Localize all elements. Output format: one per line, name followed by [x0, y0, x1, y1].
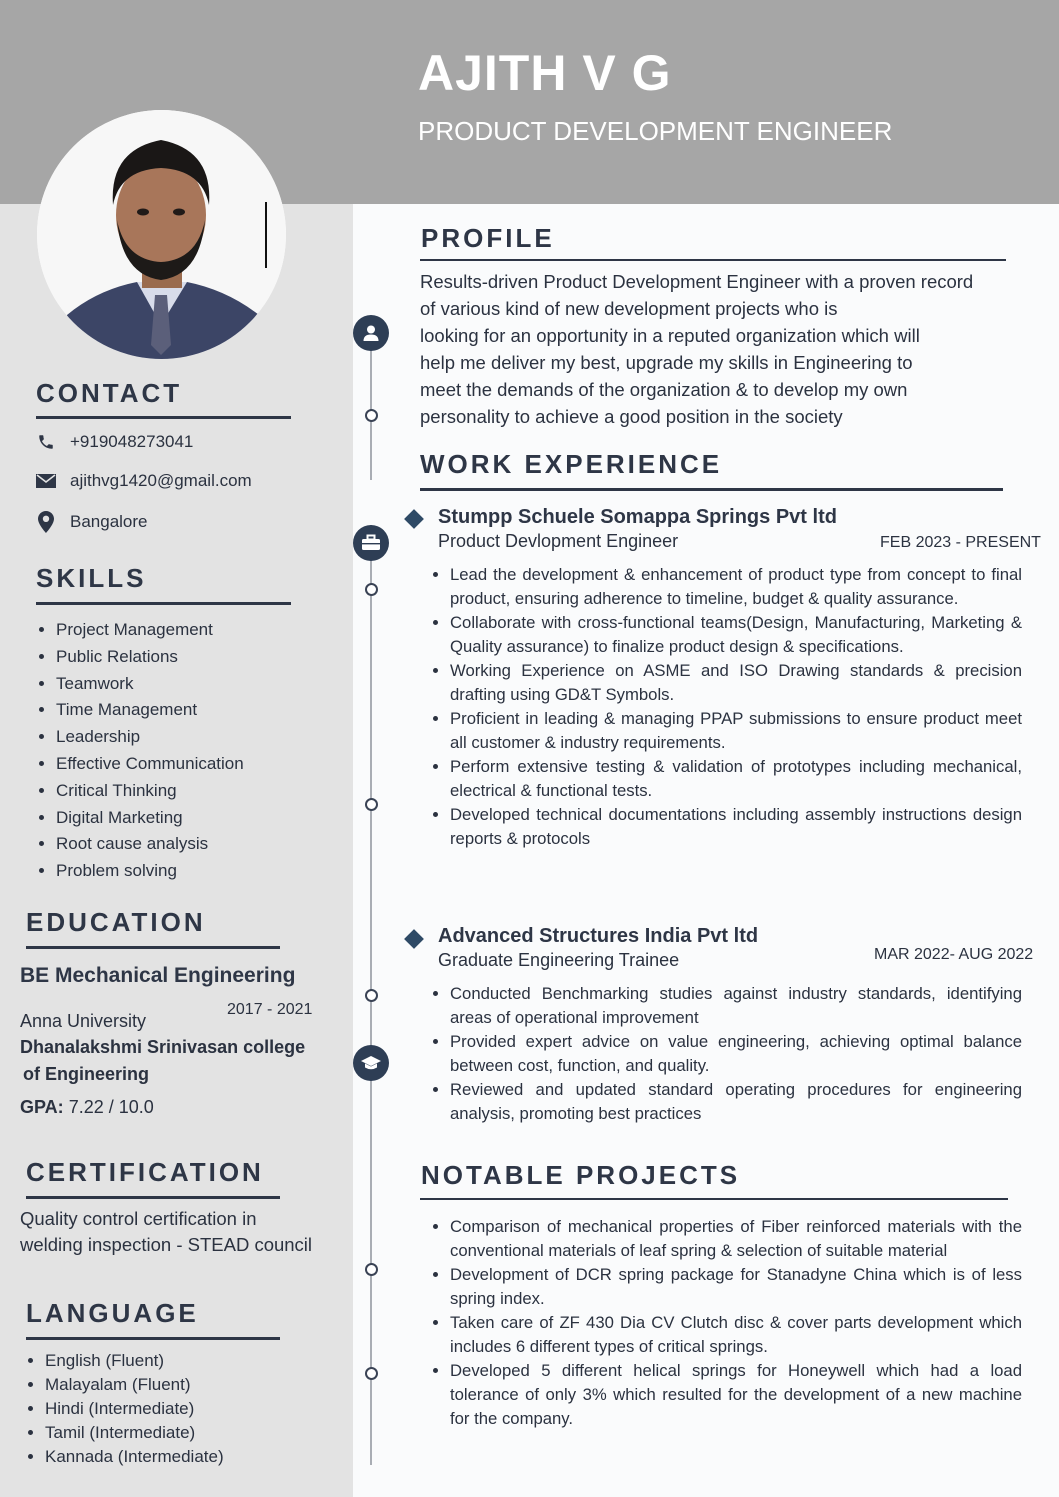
certification-line-1: Quality control certification in [20, 1208, 257, 1229]
projects-heading: NOTABLE PROJECTS [421, 1160, 741, 1190]
timeline-dot [365, 798, 378, 811]
job-company: Advanced Structures India Pvt ltd [438, 925, 759, 947]
list-item: • English (Fluent) [45, 1349, 224, 1373]
list-item: • Public Relations [56, 644, 244, 671]
job-bullets [432, 982, 1022, 1126]
job-marker [404, 509, 424, 529]
contact-heading: CONTACT [36, 378, 183, 408]
gpa-value: 7.22 / 10.0 [68, 1097, 154, 1117]
job-dates: MAR 2022- AUG 2022 [874, 946, 1034, 963]
list-item: • Tamil (Intermediate) [45, 1421, 224, 1445]
briefcase-icon [353, 525, 389, 561]
profile-line: looking for an opportunity in a reputed organization which will [420, 324, 920, 346]
skills-rule [36, 602, 291, 605]
language-rule [26, 1337, 280, 1340]
candidate-role: PRODUCT DEVELOPMENT ENGINEER [418, 116, 893, 146]
skills-heading: SKILLS [36, 563, 147, 593]
certification-heading: CERTIFICATION [26, 1157, 264, 1187]
profile-heading: PROFILE [421, 223, 555, 253]
certification-rule [26, 1196, 280, 1199]
list-item: • Time Management [56, 697, 244, 724]
list-item: • Comparison of mechanical properties of Fiber reinforced materials with the conventional materials of leaf spring & selection of suitable material [450, 1215, 1022, 1263]
profile-line: of various kind of new development projects who is [420, 297, 838, 319]
projects-rule [420, 1198, 1008, 1200]
list-item: • Provided expert advice on value engineering, achieving optimal balance between cost, function, and quality. [450, 1030, 1022, 1078]
list-item: • Collaborate with cross-functional teams(Design, Manufacturing, Marketing & Quality assurance) to finalize product design & specifications. [450, 611, 1022, 659]
list-item: • Project Management [56, 617, 244, 644]
timeline-dot [365, 583, 378, 596]
certification-line-2: welding inspection - STEAD council [20, 1234, 313, 1255]
list-item: • Lead the development & enhancement of product type from concept to final product, ensuring adherence to timeline, budget & quality assurance. [450, 563, 1022, 611]
list-item: • Root cause analysis [56, 831, 244, 858]
candidate-name: AJITH V G [418, 45, 672, 101]
list-item: • Taken care of ZF 430 Dia CV Clutch disc & cover parts development which includes 6 different types of critical springs. [450, 1311, 1022, 1359]
education-university: Anna University [20, 1011, 147, 1031]
list-item: • Teamwork [56, 671, 244, 698]
education-college: Dhanalakshmi Srinivasan college [20, 1037, 306, 1057]
job-company: Stumpp Schuele Somappa Springs Pvt ltd [438, 506, 837, 528]
work-heading: WORK EXPERIENCE [420, 449, 723, 479]
list-item: • Leadership [56, 724, 244, 751]
list-item: • Digital Marketing [56, 805, 244, 832]
gpa-label: GPA: [20, 1097, 64, 1117]
education-degree: BE Mechanical Engineering [20, 964, 296, 987]
list-item: • Working Experience on ASME and ISO Drawing standards & precision drafting using GD&T Symbols. [450, 659, 1022, 707]
graduation-cap-icon [353, 1045, 389, 1081]
education-years: 2017 - 2021 [227, 1001, 313, 1018]
list-item: • Developed technical documentations including assembly instructions design reports & protocols [450, 803, 1022, 851]
contact-rule [36, 416, 291, 419]
list-item: • Effective Communication [56, 751, 244, 778]
language-heading: LANGUAGE [26, 1298, 199, 1328]
timeline-dot [365, 409, 378, 422]
skills-list [38, 617, 244, 885]
list-item: • Kannada (Intermediate) [45, 1445, 224, 1469]
list-item: • Development of DCR spring package for Stanadyne China which is of less spring index. [450, 1263, 1022, 1311]
phone-number[interactable]: +919048273041 [70, 432, 194, 451]
list-item: • Malayalam (Fluent) [45, 1373, 224, 1397]
profile-line: Results-driven Product Development Engineer with a proven record [420, 271, 974, 292]
work-rule [420, 488, 1003, 491]
mail-icon [36, 471, 56, 491]
person-icon [353, 315, 389, 351]
education-gpa [20, 1097, 154, 1118]
profile-summary [420, 269, 1020, 430]
profile-photo [37, 110, 286, 359]
contact-location [36, 512, 148, 532]
location-pin-icon [36, 512, 56, 532]
list-item: • Conducted Benchmarking studies against industry standards, identifying areas of operational improvement [450, 982, 1022, 1030]
profile-line: personality to achieve a good position in the society [420, 405, 843, 427]
contact-phone [36, 432, 193, 452]
job-position: Graduate Engineering Trainee [438, 950, 680, 970]
profile-line: help me deliver my best, upgrade my skills in Engineering to [420, 351, 913, 373]
phone-icon [36, 432, 56, 452]
list-item: • Perform extensive testing & validation of prototypes including mechanical, electrical & functional tests. [450, 755, 1022, 803]
profile-line: meet the demands of the organization & to develop my own [420, 378, 908, 400]
language-list [27, 1349, 224, 1469]
list-item: • Developed 5 different helical springs for Honeywell which had a load tolerance of only 3% which resulted for the development of a new machine for the company. [450, 1359, 1022, 1431]
list-item: • Problem solving [56, 858, 244, 885]
timeline-dot [365, 1263, 378, 1276]
list-item: • Proficient in leading & managing PPAP submissions to ensure product meet all customer & industry requirements. [450, 707, 1022, 755]
education-college-cont: of Engineering [23, 1064, 149, 1084]
job-dates: FEB 2023 - PRESENT [880, 534, 1041, 551]
education-rule [26, 946, 280, 949]
list-item: • Hindi (Intermediate) [45, 1397, 224, 1421]
timeline-dot [365, 1367, 378, 1380]
location-text: Bangalore [70, 512, 148, 531]
list-item: • Reviewed and updated standard operating procedures for engineering analysis, promoting best practices [450, 1078, 1022, 1126]
list-item: • Critical Thinking [56, 778, 244, 805]
job-marker [404, 929, 424, 949]
email-address[interactable]: ajithvg1420@gmail.com [70, 471, 252, 490]
profile-rule [420, 259, 1006, 261]
timeline-dot [365, 989, 378, 1002]
job-position: Product Devlopment Engineer [438, 531, 679, 551]
job-bullets [432, 563, 1022, 851]
projects-list [432, 1215, 1022, 1431]
education-heading: EDUCATION [26, 907, 206, 937]
contact-email [36, 471, 252, 491]
